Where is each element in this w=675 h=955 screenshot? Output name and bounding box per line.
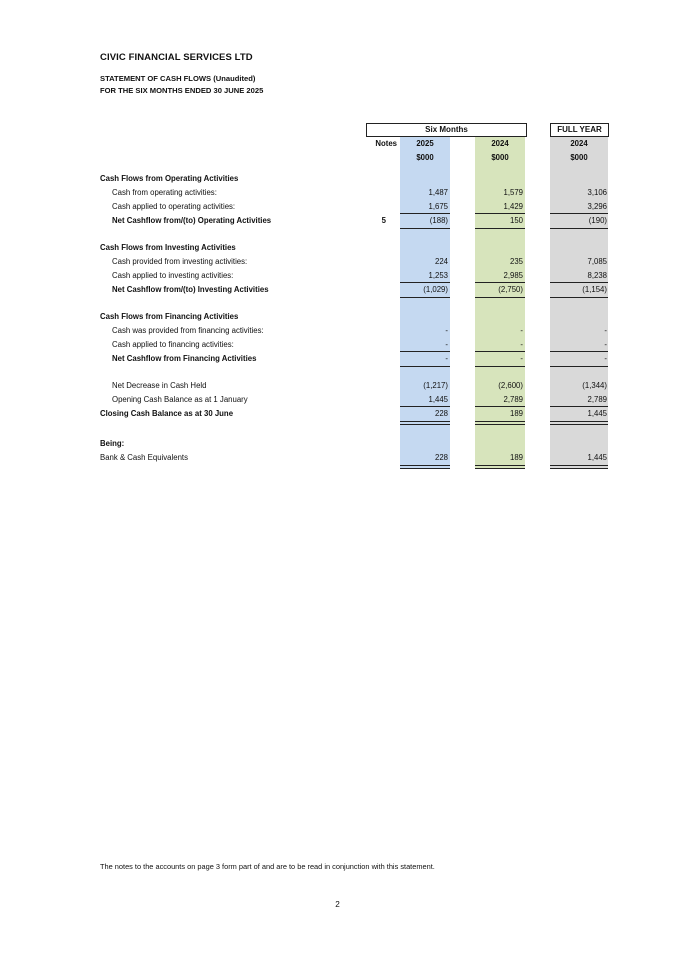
row-label: Cash applied to operating activities:	[112, 202, 236, 211]
value-full-year: -	[604, 340, 607, 349]
company-name: CIVIC FINANCIAL SERVICES LTD	[100, 52, 253, 63]
value-2025: (188)	[429, 216, 448, 225]
row-label: Cash provided from investing activities:	[112, 257, 248, 266]
value-2025: 1,253	[428, 271, 448, 280]
underline	[400, 297, 450, 298]
col-2024-unit: $000	[491, 153, 509, 162]
section-heading-operating	[0, 172, 675, 186]
row-label: Net Decrease in Cash Held	[112, 381, 207, 390]
underline	[550, 366, 608, 367]
value-2025: 228	[434, 409, 448, 418]
table-row	[0, 200, 675, 214]
value-full-year: -	[604, 326, 607, 335]
row-label: Cash applied to financing activities:	[112, 340, 234, 349]
row-label: Cash applied to investing activities:	[112, 271, 234, 280]
table-row-total	[0, 352, 675, 366]
statement-title-line-2: FOR THE SIX MONTHS ENDED 30 JUNE 2025	[100, 85, 264, 95]
row-label: Cash Flows from Operating Activities	[100, 174, 239, 183]
value-2025: -	[445, 340, 448, 349]
row-label: Closing Cash Balance as at 30 June	[100, 409, 234, 418]
value-full-year: (190)	[588, 216, 607, 225]
row-label: Net Cashflow from Financing Activities	[112, 354, 257, 363]
row-label: Being:	[100, 439, 125, 448]
underline	[475, 228, 525, 229]
row-label: Bank & Cash Equivalents	[100, 453, 188, 462]
value-2025: (1,029)	[423, 285, 448, 294]
six-months-header: Six Months	[366, 123, 527, 137]
value-2024: 235	[509, 257, 523, 266]
table-row	[0, 451, 675, 465]
double-underline	[550, 421, 608, 425]
table-row	[0, 186, 675, 200]
value-full-year: (1,154)	[582, 285, 607, 294]
table-row	[0, 338, 675, 352]
table-row	[0, 324, 675, 338]
value-2024: 150	[509, 216, 523, 225]
value-2025: 1,675	[428, 202, 448, 211]
value-2025: (1,217)	[423, 381, 448, 390]
value-full-year: 8,238	[587, 271, 607, 280]
row-label: Opening Cash Balance as at 1 January	[112, 395, 248, 404]
value-full-year: 3,296	[587, 202, 607, 211]
double-underline	[400, 421, 450, 425]
underline	[475, 366, 525, 367]
underline	[475, 297, 525, 298]
value-full-year: (1,344)	[582, 381, 607, 390]
value-2025: 1,487	[428, 188, 448, 197]
underline	[550, 297, 608, 298]
value-2025: -	[445, 326, 448, 335]
table-row-total	[0, 214, 675, 228]
full-year-header: FULL YEAR	[550, 123, 609, 137]
value-2024: (2,750)	[498, 285, 523, 294]
value-2024: -	[520, 354, 523, 363]
value-2024: -	[520, 340, 523, 349]
value-2024: -	[520, 326, 523, 335]
row-label: Net Cashflow from/(to) Operating Activities	[112, 216, 272, 225]
notes-header: Notes	[375, 139, 397, 148]
value-2025: 224	[434, 257, 448, 266]
col-full-year-unit: $000	[570, 153, 588, 162]
section-heading-financing	[0, 310, 675, 324]
double-underline	[475, 465, 525, 469]
page-number: 2	[335, 900, 340, 909]
double-underline	[550, 465, 608, 469]
table-row	[0, 393, 675, 407]
value-full-year: 2,789	[587, 395, 607, 404]
underline	[550, 228, 608, 229]
double-underline	[400, 465, 450, 469]
underline	[400, 366, 450, 367]
value-2024: 189	[509, 453, 523, 462]
value-2024: 2,789	[503, 395, 523, 404]
double-underline	[475, 421, 525, 425]
value-2025: 228	[434, 453, 448, 462]
section-heading-investing	[0, 241, 675, 255]
value-2025: -	[445, 354, 448, 363]
table-row	[0, 255, 675, 269]
value-full-year: 1,445	[587, 453, 607, 462]
footer-note: The notes to the accounts on page 3 form part of and are to be read in conjunction with this statement.	[100, 862, 435, 871]
col-2025-unit: $000	[416, 153, 434, 162]
underline	[400, 228, 450, 229]
table-row-total	[0, 407, 675, 421]
table-row	[0, 269, 675, 283]
row-note: 5	[381, 216, 386, 225]
table-row	[0, 379, 675, 393]
row-label: Cash was provided from financing activities:	[112, 326, 264, 335]
value-2024: 1,579	[503, 188, 523, 197]
col-2025-year: 2025	[416, 139, 434, 148]
row-label: Cash from operating activities:	[112, 188, 217, 197]
col-2024-year: 2024	[491, 139, 509, 148]
value-2024: 189	[509, 409, 523, 418]
value-2024: 1,429	[503, 202, 523, 211]
row-label: Cash Flows from Financing Activities	[100, 312, 239, 321]
row-label: Net Cashflow from/(to) Investing Activities	[112, 285, 269, 294]
statement-title	[100, 73, 263, 96]
row-label: Cash Flows from Investing Activities	[100, 243, 236, 252]
being-heading	[0, 437, 675, 451]
statement-title-line-1: STATEMENT OF CASH FLOWS (Unaudited)	[100, 74, 256, 83]
value-full-year: 1,445	[587, 409, 607, 418]
value-2024: (2,600)	[498, 381, 523, 390]
table-row-total	[0, 283, 675, 297]
value-2025: 1,445	[428, 395, 448, 404]
value-full-year: -	[604, 354, 607, 363]
col-full-year-year: 2024	[570, 139, 588, 148]
value-full-year: 3,106	[587, 188, 607, 197]
value-2024: 2,985	[503, 271, 523, 280]
value-full-year: 7,085	[587, 257, 607, 266]
